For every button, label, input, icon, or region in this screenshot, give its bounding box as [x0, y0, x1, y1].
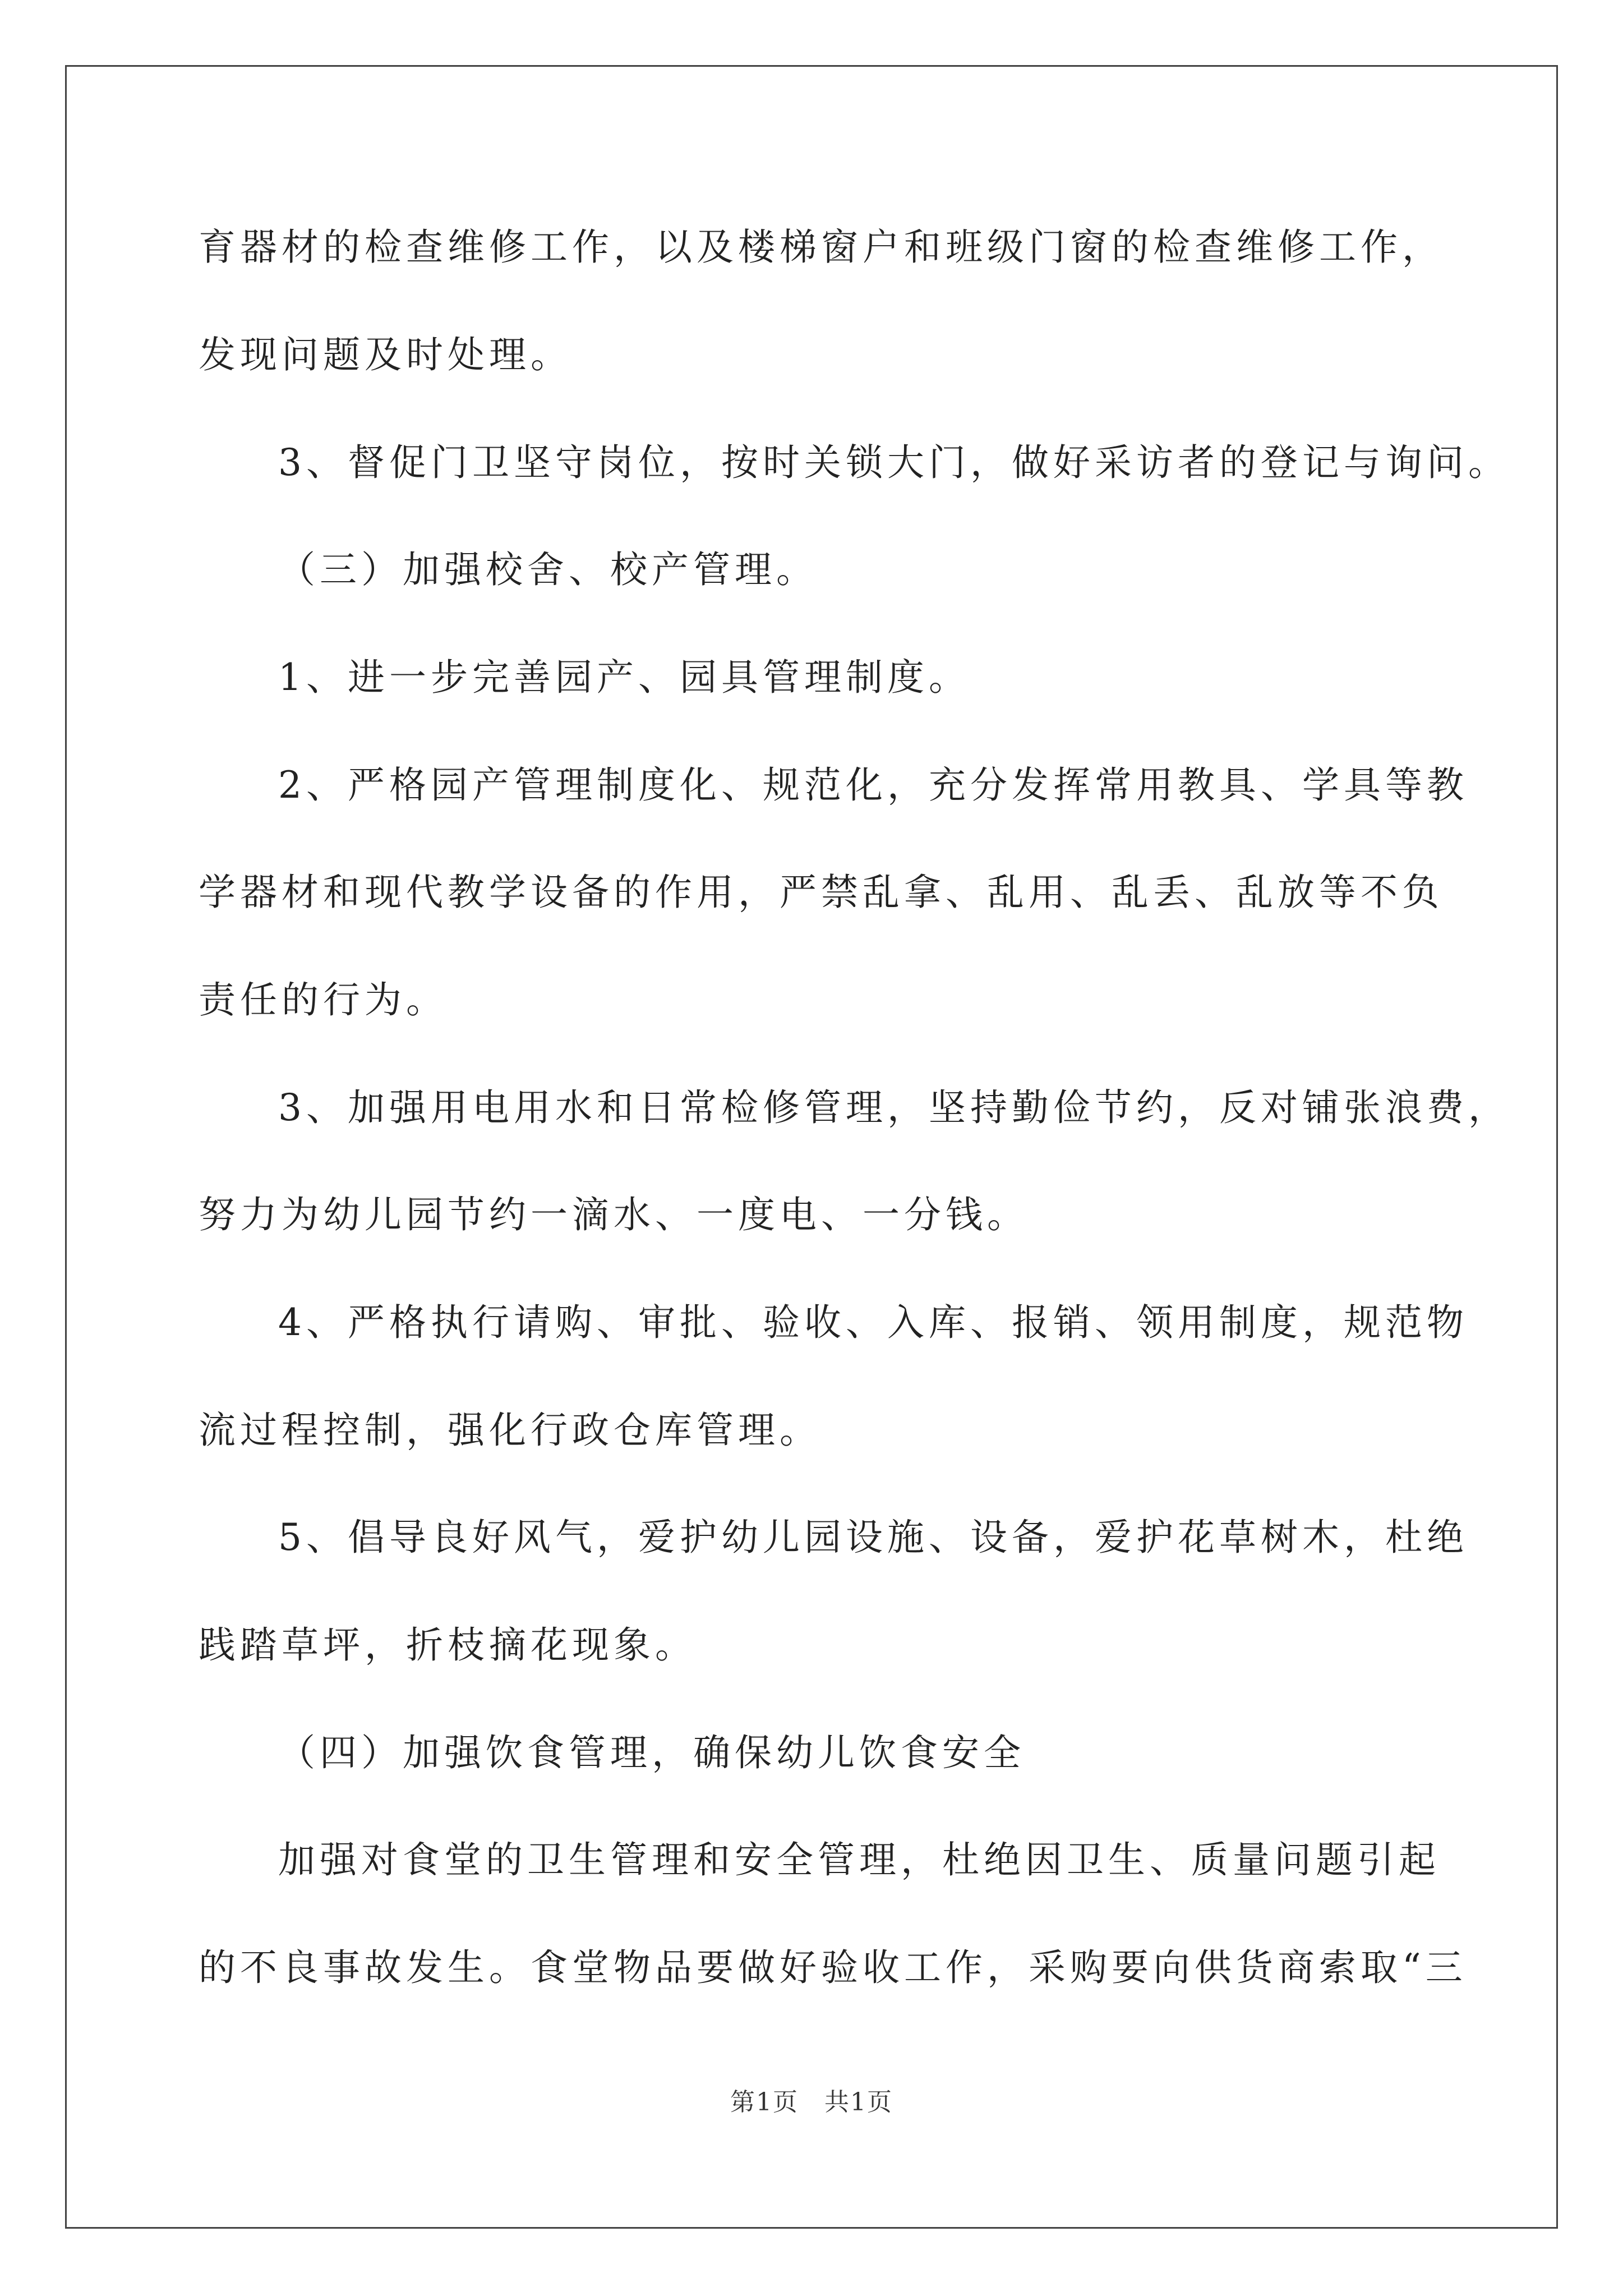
text-line-2: 发现问题及时处理。 [199, 333, 572, 376]
text-line-12: 流过程控制，强化行政仓库管理。 [199, 1409, 821, 1452]
text-line-8: 责任的行为。 [199, 978, 448, 1022]
text-line-10: 努力为幼儿园节约一滴水、一度电、一分钱。 [199, 1193, 1029, 1236]
section-heading-3: （三）加强校舍、校产管理。 [278, 548, 818, 591]
text-line-17: 的不良事故发生。食堂物品要做好验收工作，采购要向供货商索取“三 [199, 1946, 1467, 1989]
section-heading-4: （四）加强饮食管理，确保幼儿饮食安全 [278, 1731, 1025, 1774]
text-line-14: 践踏草坪，折枝摘花现象。 [199, 1623, 697, 1667]
page-border [65, 65, 1558, 2229]
text-line-1: 育器材的检查维修工作，以及楼梯窗户和班级门窗的检查维修工作， [199, 226, 1444, 269]
text-line-7: 学器材和现代教学设备的作用，严禁乱拿、乱用、乱丢、乱放等不负 [199, 871, 1444, 914]
page-number-footer: 第1页 共1页 [730, 2088, 893, 2116]
text-line-11: 4、严格执行请购、审批、验收、入库、报销、领用制度，规范物 [278, 1301, 1468, 1344]
text-line-5: 1、进一步完善园产、园具管理制度。 [278, 656, 970, 699]
text-line-3: 3、督促门卫坚守岗位，按时关锁大门，做好采访者的登记与询问。 [278, 441, 1510, 484]
text-line-16: 加强对食堂的卫生管理和安全管理，杜绝因卫生、质量问题引起 [278, 1838, 1440, 1881]
text-line-13: 5、倡导良好风气，爱护幼儿园设施、设备，爱护花草树木，杜绝 [278, 1516, 1468, 1559]
text-line-9: 3、加强用电用水和日常检修管理，坚持勤俭节约，反对铺张浪费， [278, 1086, 1510, 1129]
text-line-6: 2、严格园产管理制度化、规范化，充分发挥常用教具、学具等教 [278, 763, 1468, 807]
